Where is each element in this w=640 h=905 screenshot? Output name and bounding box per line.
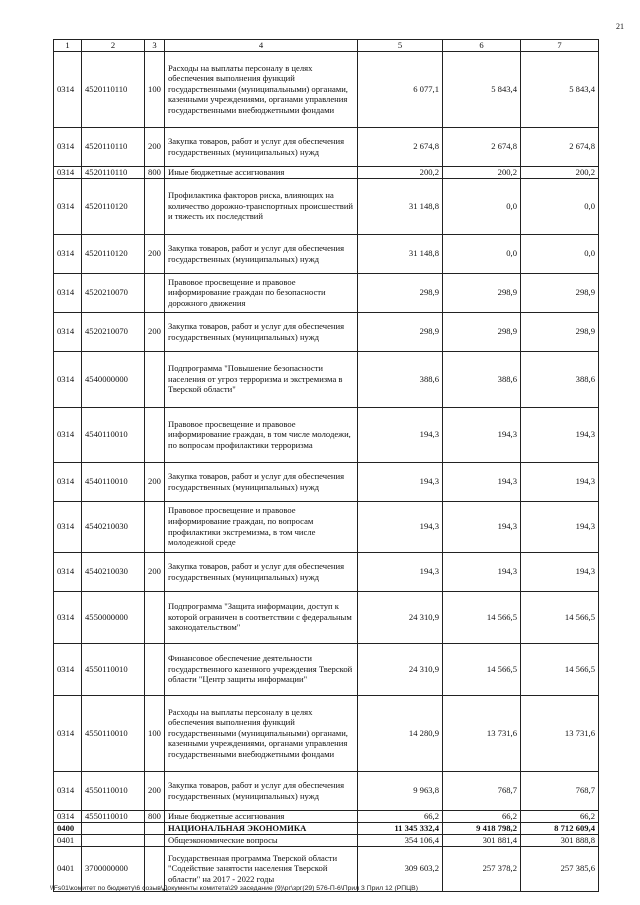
section-code-cell: 0401	[54, 846, 82, 891]
amount-2021-cell: 14 566,5	[443, 643, 521, 695]
section-code-cell: 0314	[54, 552, 82, 591]
section-code-cell: 0314	[54, 127, 82, 166]
item-name-cell: Расходы на выплаты персоналу в целях обеспечения выполнения функций государственными (муниципальными) органами, казенными учреждениями, органами управления государственными внебюджетными фондами	[165, 51, 358, 127]
amount-2022-cell: 194,3	[521, 552, 599, 591]
section-code-cell: 0314	[54, 771, 82, 810]
expense-type-cell	[145, 501, 165, 552]
amount-2020-cell: 309 603,2	[358, 846, 443, 891]
expense-type-cell	[145, 822, 165, 834]
amount-2022-cell: 2 674,8	[521, 127, 599, 166]
section-code-cell: 0314	[54, 591, 82, 643]
target-article-cell: 4520110110	[82, 51, 145, 127]
amount-2020-cell: 298,9	[358, 312, 443, 351]
item-name-cell: Подпрограмма "Защита информации, доступ к которой ограничен в соответствии с федеральным законодательством"	[165, 591, 358, 643]
item-name-cell: Иные бюджетные ассигнования	[165, 810, 358, 822]
amount-2022-cell: 13 731,6	[521, 695, 599, 771]
amount-2020-cell: 354 106,4	[358, 834, 443, 846]
amount-2022-cell: 14 566,5	[521, 643, 599, 695]
target-article-cell: 4540210030	[82, 552, 145, 591]
amount-2022-cell: 5 843,4	[521, 51, 599, 127]
amount-2021-cell: 194,3	[443, 552, 521, 591]
page-number: 21	[616, 22, 624, 31]
column-header-1: 1	[54, 40, 82, 52]
header-row	[54, 40, 599, 52]
column-header-2: 2	[82, 40, 145, 52]
target-article-cell: 4540000000	[82, 351, 145, 407]
table-row	[54, 127, 599, 166]
amount-2022-cell: 257 385,6	[521, 846, 599, 891]
amount-2021-cell: 0,0	[443, 234, 521, 273]
target-article-cell: 3700000000	[82, 846, 145, 891]
table-row	[54, 810, 599, 822]
item-name-cell: НАЦИОНАЛЬНАЯ ЭКОНОМИКА	[165, 822, 358, 834]
amount-2022-cell: 388,6	[521, 351, 599, 407]
amount-2021-cell: 194,3	[443, 501, 521, 552]
table-row	[54, 834, 599, 846]
amount-2021-cell: 2 674,8	[443, 127, 521, 166]
amount-2020-cell: 14 280,9	[358, 695, 443, 771]
target-article-cell: 4540110010	[82, 407, 145, 462]
table-row	[54, 312, 599, 351]
amount-2021-cell: 298,9	[443, 312, 521, 351]
table-row	[54, 407, 599, 462]
amount-2020-cell: 6 077,1	[358, 51, 443, 127]
section-code-cell: 0314	[54, 407, 82, 462]
item-name-cell: Правовое просвещение и правовое информирование граждан, в том числе молодежи, по вопросам профилактики терроризма	[165, 407, 358, 462]
target-article-cell	[82, 822, 145, 834]
item-name-cell: Расходы на выплаты персоналу в целях обеспечения выполнения функций государственными (муниципальными) органами, казенными учреждениями, органами управления государственными внебюджетными фондами	[165, 695, 358, 771]
expense-type-cell	[145, 351, 165, 407]
amount-2022-cell: 200,2	[521, 166, 599, 178]
amount-2021-cell: 298,9	[443, 273, 521, 312]
item-name-cell: Иные бюджетные ассигнования	[165, 166, 358, 178]
column-header-5: 5	[358, 40, 443, 52]
section-code-cell: 0400	[54, 822, 82, 834]
target-article-cell: 4540210030	[82, 501, 145, 552]
expense-type-cell: 800	[145, 810, 165, 822]
table-row	[54, 273, 599, 312]
table-row	[54, 51, 599, 127]
item-name-cell: Профилактика факторов риска, влияющих на количество дорожно-транспортных происшествий и тяжесть их последствий	[165, 178, 358, 234]
item-name-cell: Закупка товаров, работ и услуг для обеспечения государственных (муниципальных) нужд	[165, 127, 358, 166]
expense-type-cell: 100	[145, 695, 165, 771]
expense-type-cell: 100	[145, 51, 165, 127]
amount-2020-cell: 24 310,9	[358, 591, 443, 643]
table-row	[54, 166, 599, 178]
expense-type-cell: 200	[145, 552, 165, 591]
table-row	[54, 695, 599, 771]
table-row	[54, 234, 599, 273]
expense-type-cell	[145, 273, 165, 312]
column-header-7: 7	[521, 40, 599, 52]
amount-2020-cell: 388,6	[358, 351, 443, 407]
amount-2020-cell: 194,3	[358, 462, 443, 501]
amount-2021-cell: 301 881,4	[443, 834, 521, 846]
amount-2022-cell: 194,3	[521, 462, 599, 501]
target-article-cell: 4550110010	[82, 695, 145, 771]
expense-type-cell	[145, 834, 165, 846]
item-name-cell: Финансовое обеспечение деятельности государственного казенного учреждения Тверской области "Центр защиты информации"	[165, 643, 358, 695]
target-article-cell: 4520110120	[82, 178, 145, 234]
table-row	[54, 552, 599, 591]
amount-2021-cell: 200,2	[443, 166, 521, 178]
amount-2021-cell: 388,6	[443, 351, 521, 407]
amount-2022-cell: 0,0	[521, 234, 599, 273]
amount-2021-cell: 13 731,6	[443, 695, 521, 771]
amount-2021-cell: 14 566,5	[443, 591, 521, 643]
expense-type-cell: 800	[145, 166, 165, 178]
item-name-cell: Правовое просвещение и правовое информирование граждан, по вопросам профилактики экстремизма, в том числе молодежной среде	[165, 501, 358, 552]
expense-type-cell: 200	[145, 234, 165, 273]
target-article-cell: 4520110120	[82, 234, 145, 273]
amount-2022-cell: 14 566,5	[521, 591, 599, 643]
section-code-cell: 0314	[54, 351, 82, 407]
amount-2022-cell: 66,2	[521, 810, 599, 822]
table-row	[54, 771, 599, 810]
table-body	[54, 51, 599, 891]
amount-2020-cell: 194,3	[358, 407, 443, 462]
amount-2022-cell: 768,7	[521, 771, 599, 810]
amount-2020-cell: 9 963,8	[358, 771, 443, 810]
amount-2021-cell: 768,7	[443, 771, 521, 810]
amount-2020-cell: 2 674,8	[358, 127, 443, 166]
item-name-cell: Закупка товаров, работ и услуг для обеспечения государственных (муниципальных) нужд	[165, 312, 358, 351]
amount-2021-cell: 0,0	[443, 178, 521, 234]
target-article-cell: 4550110010	[82, 643, 145, 695]
expense-type-cell	[145, 178, 165, 234]
amount-2022-cell: 8 712 609,4	[521, 822, 599, 834]
expense-type-cell: 200	[145, 312, 165, 351]
item-name-cell: Закупка товаров, работ и услуг для обеспечения государственных (муниципальных) нужд	[165, 552, 358, 591]
section-code-cell: 0314	[54, 234, 82, 273]
section-code-cell: 0314	[54, 51, 82, 127]
amount-2020-cell: 31 148,8	[358, 234, 443, 273]
section-code-cell: 0401	[54, 834, 82, 846]
amount-2020-cell: 200,2	[358, 166, 443, 178]
section-code-cell: 0314	[54, 166, 82, 178]
expense-type-cell	[145, 407, 165, 462]
item-name-cell: Общеэкономические вопросы	[165, 834, 358, 846]
target-article-cell: 4550110010	[82, 810, 145, 822]
amount-2020-cell: 11 345 332,4	[358, 822, 443, 834]
target-article-cell: 4520210070	[82, 273, 145, 312]
section-code-cell: 0314	[54, 462, 82, 501]
item-name-cell: Подпрограмма "Повышение безопасности населения от угроз терроризма и экстремизма в Тверской области"	[165, 351, 358, 407]
amount-2021-cell: 9 418 798,2	[443, 822, 521, 834]
item-name-cell: Закупка товаров, работ и услуг для обеспечения государственных (муниципальных) нужд	[165, 462, 358, 501]
item-name-cell: Правовое просвещение и правовое информирование граждан по безопасности дорожного движения	[165, 273, 358, 312]
table-row	[54, 178, 599, 234]
file-path-footer: \\Fs01\комитет по бюджету\6 созыв\Документы комитета\29 заседание (9)\рг\зрг(29) 576-П-6\Прил 3 Прил 12 (РПЦВ)	[50, 885, 418, 892]
section-code-cell: 0314	[54, 312, 82, 351]
section-code-cell: 0314	[54, 643, 82, 695]
amount-2022-cell: 298,9	[521, 273, 599, 312]
table-row	[54, 822, 599, 834]
section-code-cell: 0314	[54, 810, 82, 822]
section-code-cell: 0314	[54, 501, 82, 552]
amount-2020-cell: 24 310,9	[358, 643, 443, 695]
target-article-cell: 4540110010	[82, 462, 145, 501]
amount-2020-cell: 66,2	[358, 810, 443, 822]
target-article-cell	[82, 834, 145, 846]
section-code-cell: 0314	[54, 178, 82, 234]
section-code-cell: 0314	[54, 695, 82, 771]
amount-2021-cell: 194,3	[443, 407, 521, 462]
table-row	[54, 591, 599, 643]
expense-type-cell: 200	[145, 127, 165, 166]
item-name-cell: Закупка товаров, работ и услуг для обеспечения государственных (муниципальных) нужд	[165, 771, 358, 810]
table-row	[54, 501, 599, 552]
amount-2021-cell: 194,3	[443, 462, 521, 501]
amount-2022-cell: 298,9	[521, 312, 599, 351]
amount-2022-cell: 301 888,8	[521, 834, 599, 846]
target-article-cell: 4520110110	[82, 166, 145, 178]
column-header-6: 6	[443, 40, 521, 52]
amount-2021-cell: 257 378,2	[443, 846, 521, 891]
amount-2020-cell: 194,3	[358, 501, 443, 552]
amount-2020-cell: 31 148,8	[358, 178, 443, 234]
budget-table	[53, 39, 599, 892]
target-article-cell: 4550110010	[82, 771, 145, 810]
amount-2020-cell: 194,3	[358, 552, 443, 591]
target-article-cell: 4550000000	[82, 591, 145, 643]
amount-2020-cell: 298,9	[358, 273, 443, 312]
column-header-4: 4	[165, 40, 358, 52]
item-name-cell: Закупка товаров, работ и услуг для обеспечения государственных (муниципальных) нужд	[165, 234, 358, 273]
table-row	[54, 351, 599, 407]
target-article-cell: 4520110110	[82, 127, 145, 166]
section-code-cell: 0314	[54, 273, 82, 312]
table-row	[54, 643, 599, 695]
expense-type-cell	[145, 643, 165, 695]
table-row	[54, 462, 599, 501]
amount-2021-cell: 66,2	[443, 810, 521, 822]
item-name-cell: Государственная программа Тверской области "Содействие занятости населения Тверской области" на 2017 - 2022 годы	[165, 846, 358, 891]
amount-2022-cell: 0,0	[521, 178, 599, 234]
column-header-3: 3	[145, 40, 165, 52]
expense-type-cell: 200	[145, 771, 165, 810]
amount-2022-cell: 194,3	[521, 407, 599, 462]
target-article-cell: 4520210070	[82, 312, 145, 351]
expense-type-cell	[145, 591, 165, 643]
amount-2021-cell: 5 843,4	[443, 51, 521, 127]
expense-type-cell: 200	[145, 462, 165, 501]
amount-2022-cell: 194,3	[521, 501, 599, 552]
